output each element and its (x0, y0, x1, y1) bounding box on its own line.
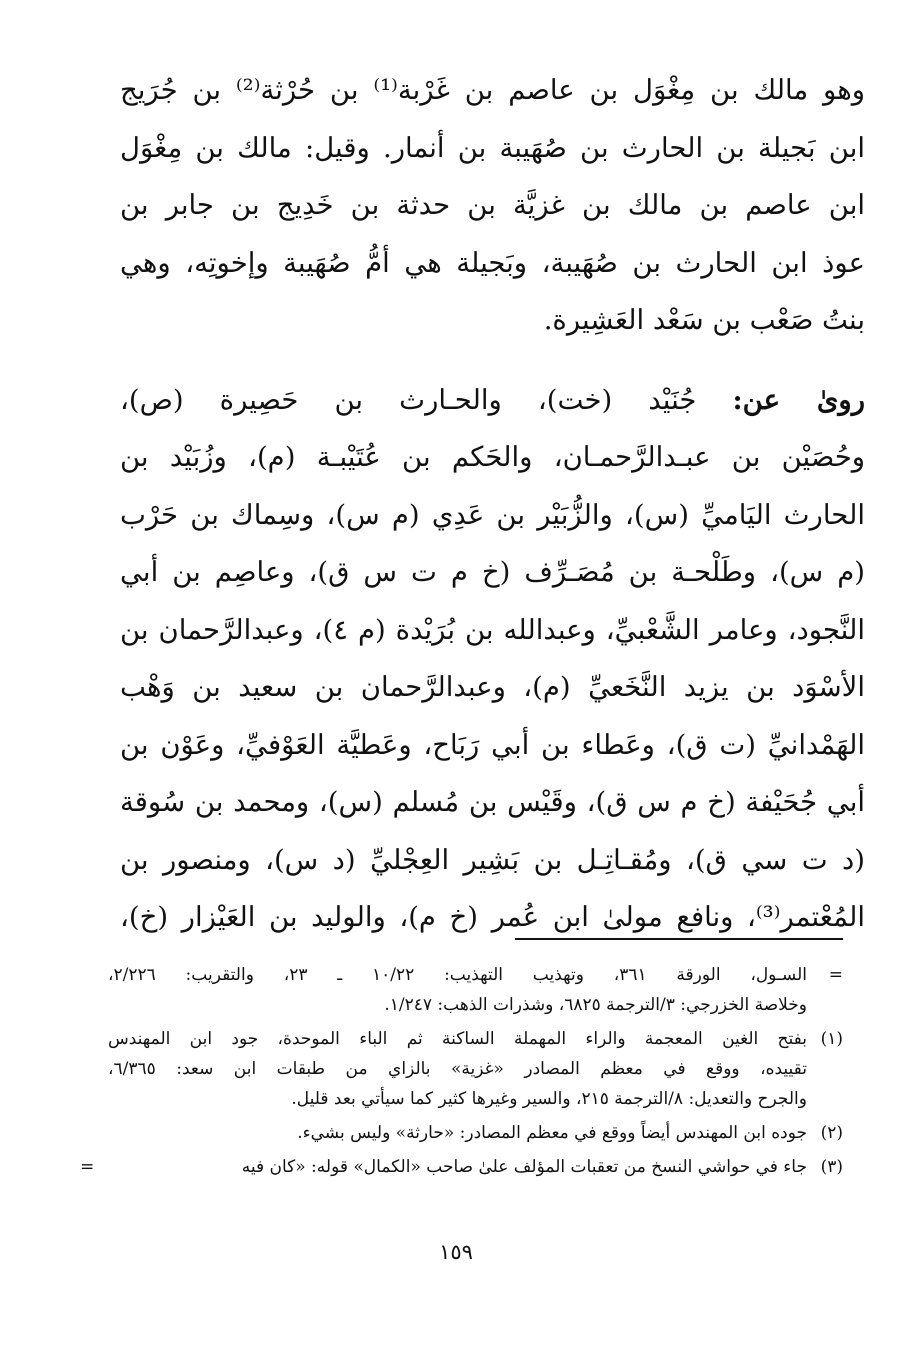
paragraph-line (120, 372, 865, 430)
page-number: ١٥٩ (439, 1240, 473, 1264)
paragraph-line: (د ت سي ق)، ومُقـاتِـل بن بَشِير العِجْليِّ (د س)، ومنصور بن (120, 843, 865, 876)
footnotes (80, 960, 843, 1182)
footnote-1-line (108, 1024, 843, 1054)
footnote-2-line (108, 1118, 843, 1148)
continuation-marker: = (828, 965, 843, 985)
footnote-text: السـول، الورقة ٣٦١، وتهذيب التهذيب: ١٠/٢٢ ـ ٢٣، والتقريب: ٢/٢٢٦، (108, 965, 807, 985)
footnote-text: جاء في حواشي النسخ من تعقبات المؤلف علىٰ صاحب «الكمال» قوله: «كان فيه (241, 1157, 807, 1177)
footnote-text: جوده ابن المهندس أيضاً ووقع في معظم المصادر: «حارثة» وليس بشيء. (297, 1123, 807, 1143)
line-text: جُنَيْد (خت)، والحـارث بن حَصِيرة (ص)، (120, 383, 733, 416)
footnote-marker: (١) (820, 1029, 843, 1049)
footnote-divider (515, 938, 843, 940)
paragraph-line: عوذ ابن الحارث بن صُهَيبة، وبَجيلة هي أمُّ صُهَيبة وإخوتِه، وهي (120, 246, 865, 279)
footnote-text: بفتح الغين المعجمة والراء المهملة الساكنة ثم الباء الموحدة، جود ابن المهندس (108, 1029, 807, 1049)
footnote-3-line (80, 1152, 843, 1182)
footnote-continuation-line (108, 960, 843, 990)
paragraph-line: الأسْوَد بن يزيد النَّخَعيِّ (م)، وعبدالرَّحمان بن سعيد بن وَهْب (120, 671, 865, 703)
footnote-marker: (٢) (820, 1123, 843, 1143)
continues-marker: = (80, 1157, 95, 1177)
paragraph-line: (م س)، وطَلْحـة بن مُصَـرِّف (خ م ت س ق)، وعاصِم بن أبي (120, 556, 865, 588)
paragraph-line: المُعْتمر⁽³⁾، ونافع مولىٰ ابن عُمر (خ م)، والوليد بن العَيْزار (خ)، (120, 901, 865, 933)
paragraph-line: أبي جُحَيْفة (خ م س ق)، وقَيْس بن مُسلم (س)، ومحمد بن سُوقة (120, 786, 865, 818)
footnote-continuation-line: وخلاصة الخزرجي: ٣/الترجمة ٦٨٢٥، وشذرات الذهب: ١/٢٤٧. (384, 995, 807, 1015)
paragraph-line: ابن بَجيلة بن الحارث بن صُهَيبة بن أنمار. وقيل: مالك بن مِغْوَل (120, 131, 865, 164)
paragraph-line: الهَمْدانيِّ (ت ق)، وعَطاء بن أبي رَبَاح، وعَطيَّة العَوْفيِّ، وعَوْن بن (120, 728, 865, 761)
footnote-1-line: والجرح والتعديل: ٨/الترجمة ٢١٥، والسير وغيرها كثير كما سيأتي بعد قليل. (291, 1089, 807, 1109)
footnote-marker: (٣) (820, 1157, 843, 1177)
footnote-1-line: تقييده، ووقع في معظم المصادر «غزية» بالزاي من طبقات ابن سعد: ٦/٣٦٥، (108, 1059, 807, 1079)
paragraph-line: بنتُ صَعْب بن سَعْد العَشِيرة. (543, 304, 865, 336)
paragraph-line: وهو مالك بن مِغْوَل بن عاصم بن غَرْبة⁽¹⁾ بن حُرْثة⁽²⁾ بن جُرَيج (120, 74, 866, 106)
narrated-from-label: روىٰ عن: (732, 383, 865, 416)
main-text (120, 62, 865, 947)
paragraph-line: ابن عاصم بن مالك بن غزيَّة بن حدثة بن خَدِيج بن جابر بن (120, 189, 865, 221)
paragraph-line: النَّجود، وعامر الشَّعْبيِّ، وعبدالله بن بُرَيْدة (م ٤)، وعبدالرَّحمان بن (120, 613, 865, 646)
paragraph-line: الحارث اليَاميِّ (س)، والزُّبَيْر بن عَدِي (م س)، وسِماك بن حَرْب (120, 498, 865, 531)
paragraph-line: وحُصَيْن بن عبـدالرَّحمـان، والحَكم بن عُتَيْبـة (م)، وزُبَيْد بن (120, 441, 865, 473)
